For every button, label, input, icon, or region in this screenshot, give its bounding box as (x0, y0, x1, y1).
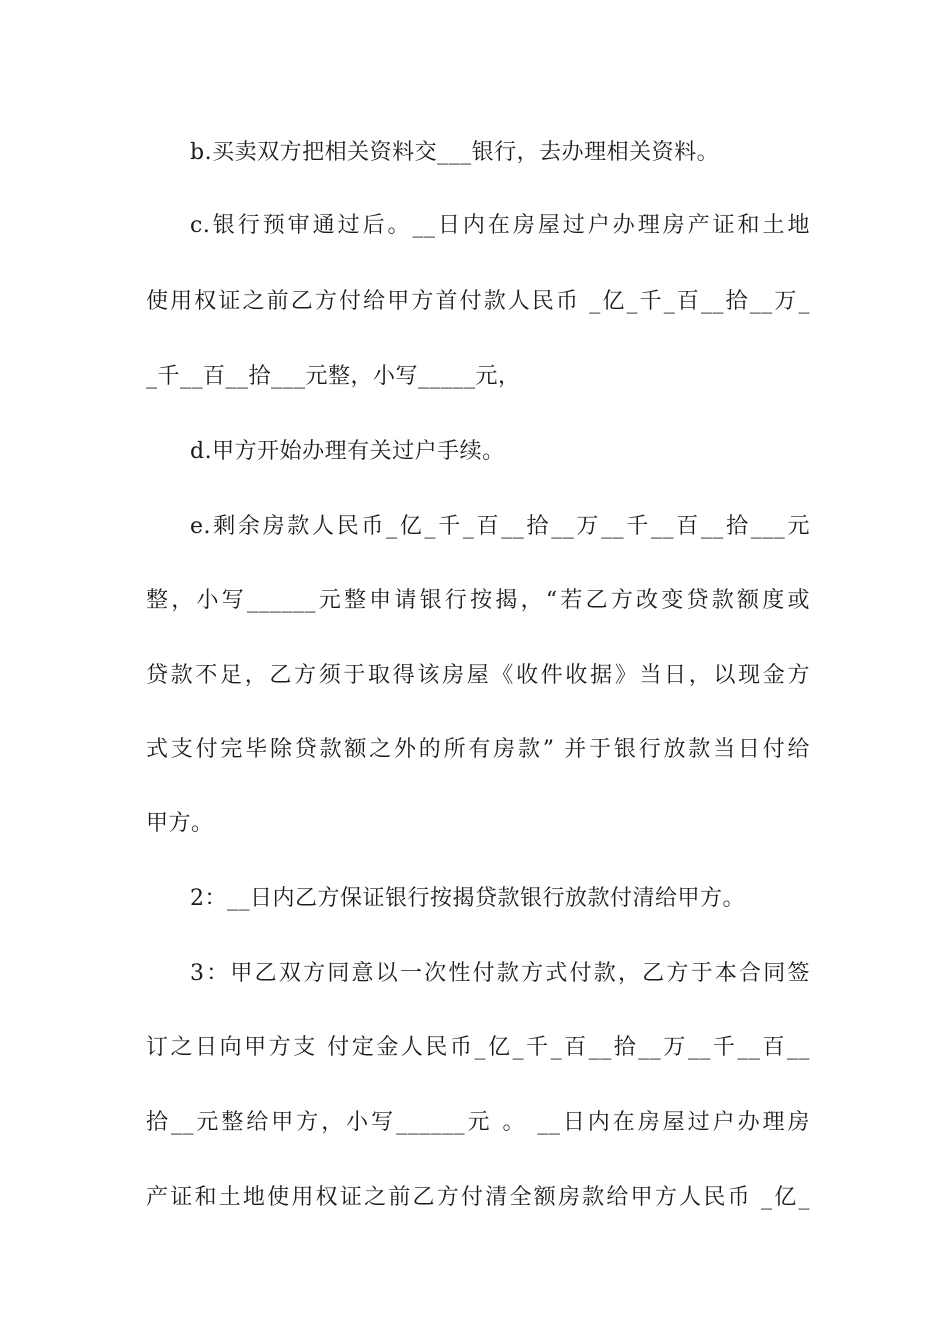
clause-e-line-3: 贷款不足，乙方须于取得该房屋《收件收据》当日，以现金方 (146, 663, 810, 688)
clause-3-line-1: 3：甲乙双方同意以一次性付款方式付款，乙方于本合同签 (190, 961, 810, 986)
clause-d-line: d.甲方开始办理有关过户手续。 (190, 439, 505, 464)
clause-e-line-1: e.剩余房款人民币_亿_千_百__拾__万__千__百__拾___元 (190, 514, 810, 539)
clause-3-line-4: 产证和土地使用权证之前乙方付清全额房款给甲方人民币 _亿_ (146, 1185, 810, 1210)
clause-3-line-2: 订之日向甲方支 付定金人民币_亿_千_百__拾__万__千__百__ (146, 1035, 810, 1060)
clause-e-line-2: 整，小写______元整申请银行按揭，“若乙方改变贷款额度或 (146, 588, 810, 613)
clause-2-line: 2：__日内乙方保证银行按揭贷款银行放款付清给甲方。 (190, 886, 745, 911)
clause-c-line-3: _千__百__拾___元整，小写_____元， (146, 364, 521, 389)
clause-c-line-2: 使用权证之前乙方付给甲方首付款人民币 _亿_千_百__拾__万_ (146, 289, 810, 314)
clause-e-line-5: 甲方。 (146, 811, 214, 836)
clause-b-line: b.买卖双方把相关资料交___银行，去办理相关资料。 (190, 140, 720, 165)
clause-c-line-1: c.银行预审通过后。__日内在房屋过户办理房产证和土地 (190, 213, 810, 238)
clause-e-line-4: 式支付完毕除贷款额之外的所有房款” 并于银行放款当日付给 (146, 737, 810, 762)
clause-3-line-3: 拾__元整给甲方，小写______元 。 __日内在房屋过户办理房 (146, 1110, 810, 1135)
